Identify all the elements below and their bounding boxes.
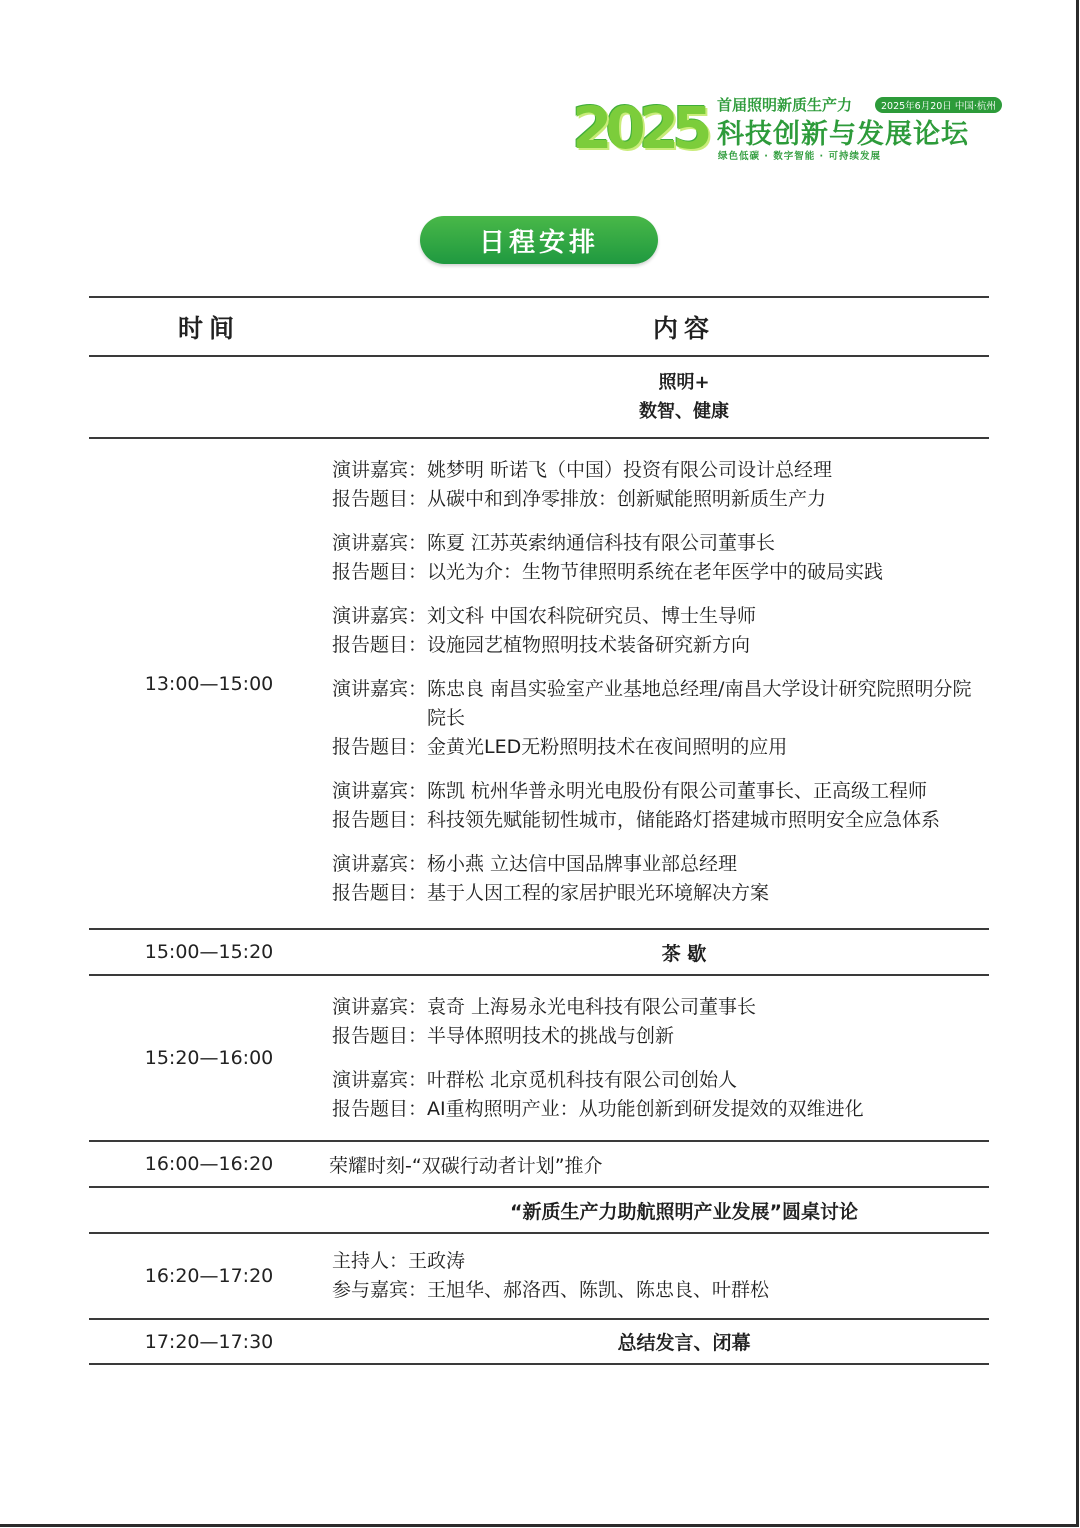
speaker-label: 演讲嘉宾： — [332, 459, 428, 481]
logo-date-badge: 2025年6月20日 中国·杭州 — [875, 97, 1002, 113]
speaker-label: 演讲嘉宾： — [332, 996, 428, 1018]
session-content — [329, 976, 989, 1140]
speaker-name: 刘文科 中国农科院研究员、博士生导师 — [427, 605, 757, 627]
topic-text: 金黄光LED无粉照明技术在夜间照明的应用 — [427, 736, 788, 758]
section-title: 日程安排 — [420, 216, 658, 264]
session-content — [329, 439, 989, 928]
topic-text: 基于人因工程的家居护眼光环境解决方案 — [427, 882, 770, 904]
forum-logo — [572, 92, 996, 172]
topic-label: 报告题目： — [332, 809, 428, 831]
schedule-table — [89, 296, 989, 1365]
theme-line1: 照明+ — [658, 372, 710, 393]
topic-text: 半导体照明技术的挑战与创新 — [427, 1025, 675, 1047]
speaker-entry — [332, 529, 989, 587]
break-time: 15:00—15:20 — [144, 941, 274, 963]
host-label: 主持人： — [332, 1250, 409, 1272]
topic-text: AI重构照明产业：从功能创新到研发提效的双维进化 — [427, 1098, 864, 1120]
guests-names: 王旭华、郝洛西、陈凯、陈忠良、叶群松 — [427, 1279, 770, 1301]
closing-label: 总结发言、闭幕 — [617, 1332, 751, 1354]
topic-label: 报告题目： — [332, 634, 428, 656]
speaker-name: 陈凯 杭州华普永明光电股份有限公司董事长、正高级工程师 — [427, 780, 928, 802]
divider — [89, 1363, 989, 1365]
speaker-entry — [332, 675, 989, 762]
topic-label: 报告题目： — [332, 736, 428, 758]
topic-label: 报告题目： — [332, 882, 428, 904]
speaker-label: 演讲嘉宾： — [332, 1069, 428, 1091]
host-name: 王政涛 — [408, 1250, 466, 1272]
theme-row — [89, 357, 989, 437]
topic-text: 以光为介：生物节律照明系统在老年医学中的破局实践 — [427, 561, 884, 583]
speaker-name: 杨小燕 立达信中国品牌事业部总经理 — [427, 853, 738, 875]
logo-year: 2025 — [572, 94, 706, 162]
session-time: 13:00—15:00 — [144, 672, 274, 695]
roundtable-title: “新质生产力助航照明产业发展”圆桌讨论 — [510, 1200, 858, 1223]
topic-label: 报告题目： — [332, 561, 428, 583]
speaker-name: 陈夏 江苏英索纳通信科技有限公司董事长 — [427, 532, 776, 554]
logo-slogan: 绿色低碳 · 数字智能 · 可持续发展 — [718, 151, 881, 162]
speaker-name: 姚梦明 昕诺飞（中国）投资有限公司设计总经理 — [427, 459, 833, 481]
honor-row — [89, 1142, 989, 1186]
break-label: 茶 歇 — [661, 942, 707, 965]
speaker-entry — [332, 602, 989, 660]
speaker-label: 演讲嘉宾： — [332, 605, 428, 627]
speaker-entry — [332, 777, 989, 835]
speaker-entry — [332, 1066, 989, 1124]
speaker-label: 演讲嘉宾： — [332, 678, 428, 700]
session-row — [89, 439, 989, 928]
closing-time: 17:20—17:30 — [144, 1330, 274, 1353]
topic-label: 报告题目： — [332, 488, 428, 510]
logo-line1: 首届照明新质生产力 — [717, 96, 853, 114]
table-header — [89, 298, 989, 355]
speaker-label: 演讲嘉宾： — [332, 780, 428, 802]
honor-label: 荣耀时刻-“双碳行动者计划”推介 — [329, 1154, 603, 1177]
topic-text: 设施园艺植物照明技术装备研究新方向 — [427, 634, 751, 656]
topic-label: 报告题目： — [332, 1098, 428, 1120]
speaker-name: 陈忠良 南昌实验室产业基地总经理/南昌大学设计研究院照明分院院长 — [427, 678, 972, 729]
guests-label: 参与嘉宾： — [332, 1279, 428, 1301]
topic-text: 从碳中和到净零排放：创新赋能照明新质生产力 — [427, 488, 827, 510]
session-row — [89, 976, 989, 1140]
speaker-entry — [332, 993, 989, 1051]
honor-time: 16:00—16:20 — [144, 1153, 274, 1175]
topic-text: 科技领先赋能韧性城市，储能路灯搭建城市照明安全应急体系 — [427, 809, 941, 831]
roundtable-row — [89, 1234, 989, 1318]
theme-line2: 数智、健康 — [639, 401, 729, 422]
topic-label: 报告题目： — [332, 1025, 428, 1047]
break-row — [89, 930, 989, 974]
speaker-name: 袁奇 上海易永光电科技有限公司董事长 — [427, 996, 757, 1018]
roundtable-time: 16:20—17:20 — [144, 1265, 274, 1287]
logo-line2: 科技创新与发展论坛 — [717, 119, 969, 150]
speaker-entry — [332, 850, 989, 908]
header-content: 内容 — [652, 313, 715, 343]
header-time: 时间 — [177, 313, 240, 343]
speaker-entry — [332, 456, 989, 514]
roundtable-title-row — [89, 1188, 989, 1232]
speaker-label: 演讲嘉宾： — [332, 853, 428, 875]
speaker-label: 演讲嘉宾： — [332, 532, 428, 554]
speaker-name: 叶群松 北京觅机科技有限公司创始人 — [427, 1069, 738, 1091]
session-time: 15:20—16:00 — [144, 1047, 274, 1069]
closing-row — [89, 1320, 989, 1363]
